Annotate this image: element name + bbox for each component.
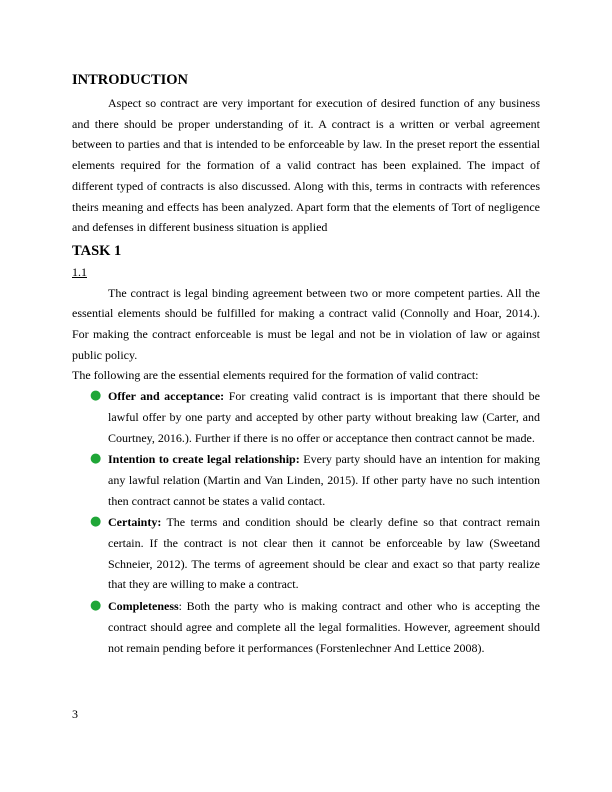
bullet-term: Intention to create legal relationship: [108, 452, 300, 467]
introduction-paragraph: Aspect so contract are very important for execution of desired function of any business and there should be proper understanding of it. A contract is a written or verbal agreement between to parties and that is intended to be enforceable by law. In the preset report the essential elements required for the formation of a valid contract has been explained. The impact of different typed of contracts is also discussed. Along with this, terms in contracts with references theirs meaning and effects has been analyzed. Apart form that the elements of Tort of negligence and defenses in different business situation is applied [72, 96, 540, 235]
introduction-heading: INTRODUCTION [72, 72, 189, 88]
list-item-offer [90, 386, 540, 448]
page-number: 3 [72, 707, 78, 721]
list-item-intention [90, 449, 540, 511]
list-item-certainty [90, 512, 540, 595]
bullet-term: Completeness [108, 599, 179, 614]
task-heading: TASK 1 [72, 242, 122, 259]
bullet-dot-icon: ● [90, 388, 102, 404]
elements-list [72, 386, 540, 658]
list-intro: The following are the essential elements required for the formation of valid contract: [72, 368, 479, 383]
bullet-dot-icon: ● [90, 514, 102, 530]
bullet-text: : Both the party who is making contract and other who is accepting the contract should agree and complete all the legal formalities. However, agreement should not remain pending before it performances (Forstenlechner And Lettice 2008). [108, 599, 540, 655]
subsection-number: 1.1 [72, 264, 87, 279]
bullet-term: Certainty: [108, 515, 162, 530]
bullet-dot-icon: ● [90, 598, 102, 614]
document-page [72, 72, 540, 659]
bullet-dot-icon: ● [90, 451, 102, 467]
list-item-completeness [90, 596, 540, 658]
task-paragraph: The contract is legal binding agreement between two or more competent parties. All the essential elements should be fulfilled for making a contract valid (Connolly and Hoar, 2014.). For making the contract enforceable is must be legal and not be in violation of law or against public policy. [72, 285, 540, 362]
bullet-text: The terms and condition should be clearly define so that contract remain certain. If the contract is not clear then it cannot be enforceable by law (Sweetand Schneier, 2012). The terms of agreement should be clear and exact so that party realize that they are willing to make a contract. [108, 515, 540, 592]
bullet-term: Offer and acceptance: [108, 389, 225, 404]
bullet-text: For creating valid contract is is important that there should be lawful offer by one party and accepted by other party without breaking law (Carter, and Courtney, 2016.). Further if there is no offer or acceptance then contract cannot be made. [108, 389, 540, 445]
bullet-text: Every party should have an intention for making any lawful relation (Martin and Van Linden, 2015). If other party have no such intention then contract cannot be states a valid contact. [108, 452, 540, 508]
